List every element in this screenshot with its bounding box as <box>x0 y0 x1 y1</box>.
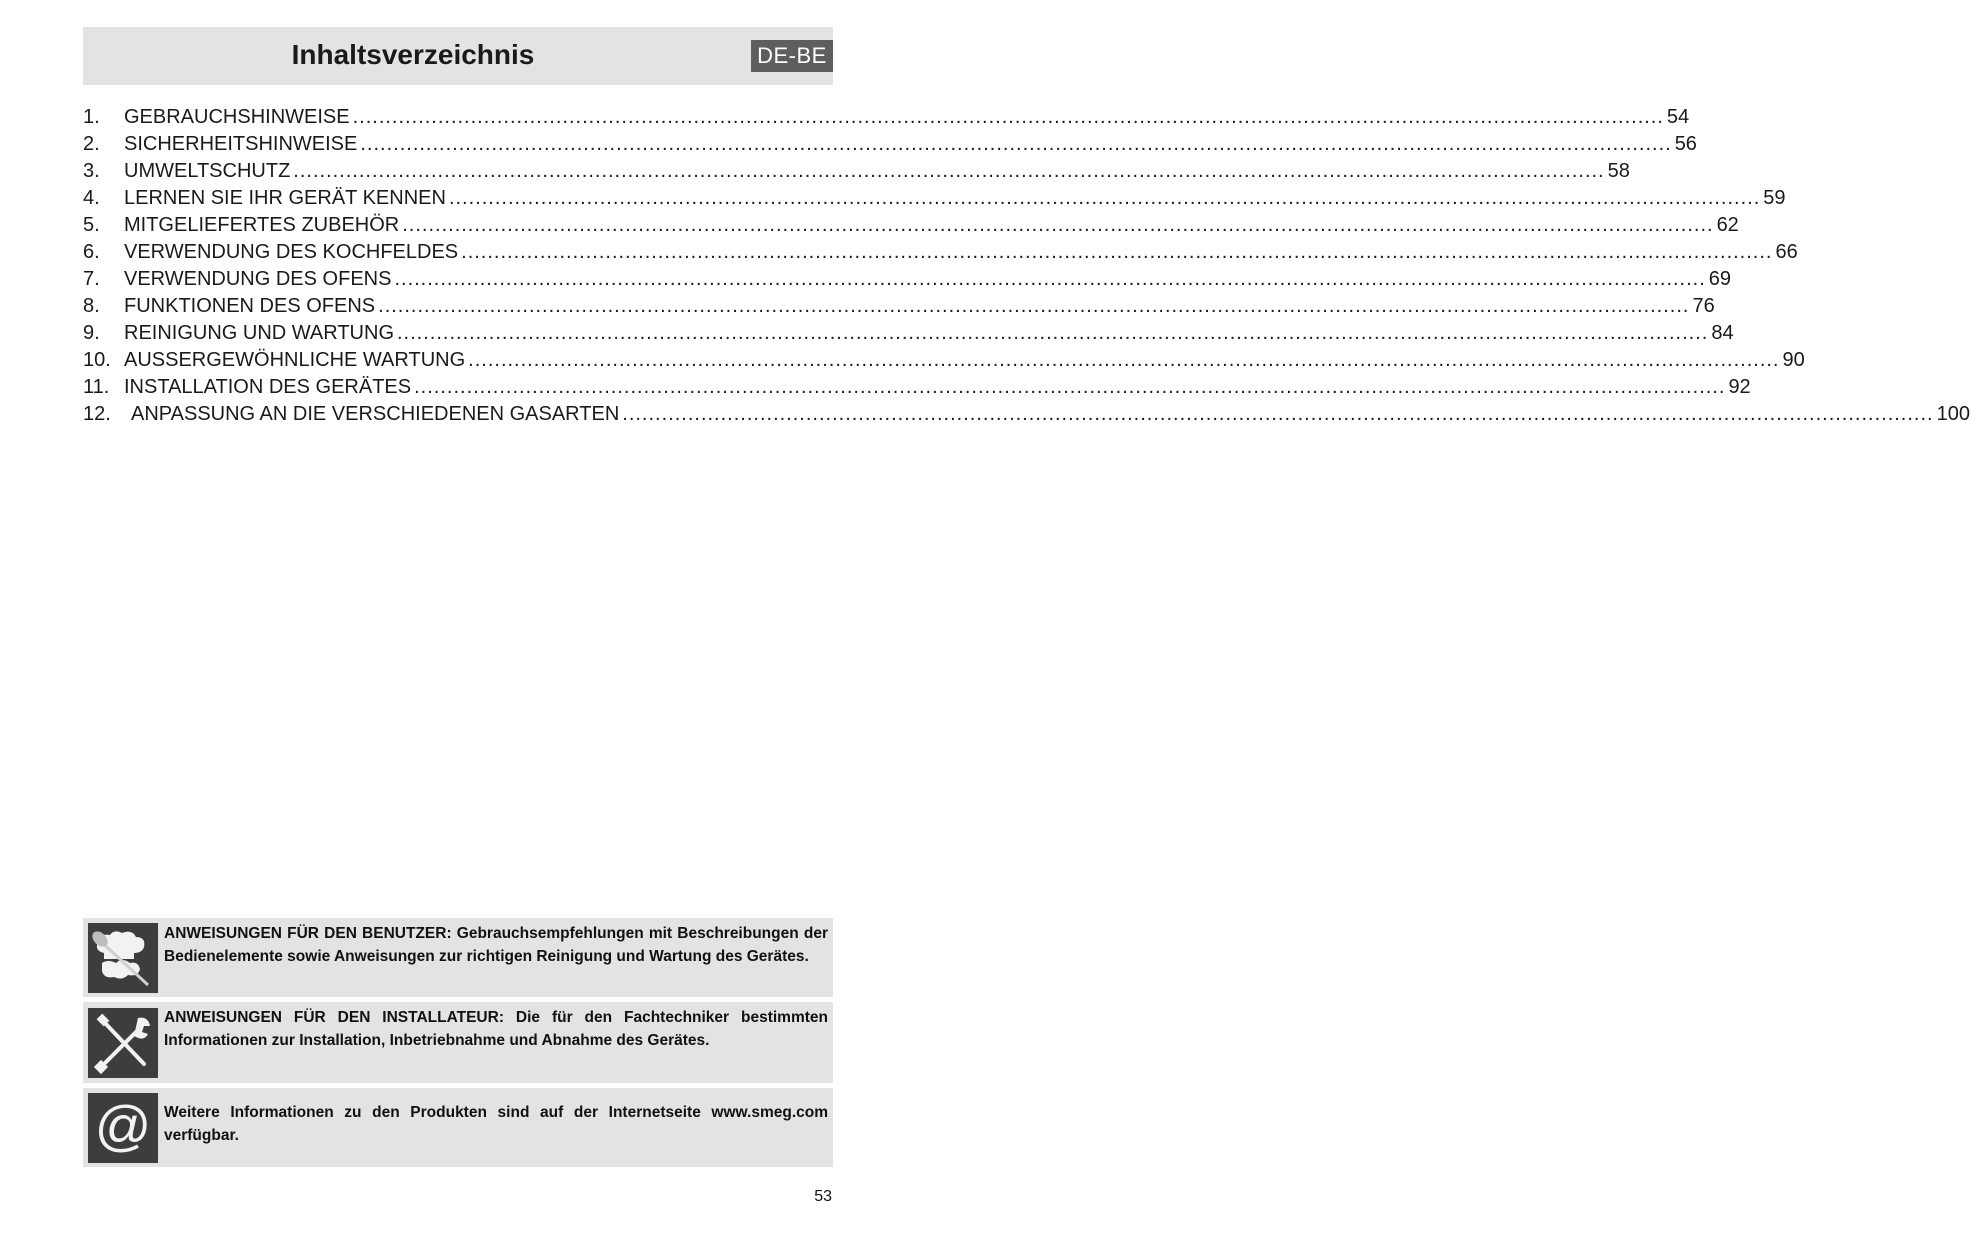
toc-leader: ........................................................................................................................................................................................................ <box>622 403 1934 425</box>
toc-page: 59 <box>1763 187 1786 209</box>
toc-label: REINIGUNG UND WARTUNG <box>124 322 394 344</box>
toc-page: 100 <box>1936 403 1970 425</box>
toc-leader: ........................................................................................................................................................................................................ <box>448 187 1761 209</box>
toc-number: 12. <box>83 403 111 425</box>
page-number: 53 <box>814 1188 832 1205</box>
title-bar <box>83 27 833 85</box>
toc-number: 9. <box>83 322 100 344</box>
toc-label: MITGELIEFERTES ZUBEHÖR <box>124 214 400 236</box>
toc-number: 8. <box>83 295 100 317</box>
page-title: Inhaltsverzeichnis <box>291 39 535 70</box>
toc-entry[interactable] <box>83 131 1697 158</box>
chef-utensils-icon <box>88 923 158 993</box>
table-of-contents <box>83 104 1970 428</box>
toc-entry[interactable] <box>83 293 1715 320</box>
toc-page: 62 <box>1716 214 1739 236</box>
toc-number: 11. <box>83 376 110 398</box>
toc-entry[interactable] <box>83 266 1732 293</box>
toc-entry[interactable] <box>83 185 1786 212</box>
installer-instructions-text <box>164 1006 828 1052</box>
toc-entry[interactable] <box>83 104 1690 131</box>
toc-entry[interactable] <box>83 158 1630 185</box>
toc-label: AUSSERGEWÖHNLICHE WARTUNG <box>124 349 466 371</box>
toc-label: LERNEN SIE IHR GERÄT KENNEN <box>124 187 446 209</box>
toc-page: 66 <box>1775 241 1798 263</box>
web-info-text: Weitere Informationen zu den Produkten sind auf der Internetseite www.smeg.com verfügbar. <box>164 1104 828 1144</box>
toc-number: 5. <box>83 214 100 236</box>
toc-leader: ........................................................................................................................................................................................................ <box>394 268 1706 290</box>
toc-label: FUNKTIONEN DES OFENS <box>124 295 376 317</box>
user-instructions-box <box>83 918 833 997</box>
toc-leader: ........................................................................................................................................................................................................ <box>352 106 1664 128</box>
installer-instructions-box <box>83 1002 833 1083</box>
toc-page: 92 <box>1728 376 1751 398</box>
toc-label: UMWELTSCHUTZ <box>124 160 291 182</box>
toc-number: 2. <box>83 133 100 155</box>
toc-label: ANPASSUNG AN DIE VERSCHIEDENEN GASARTEN <box>131 403 620 425</box>
toc-page: 54 <box>1666 106 1690 128</box>
user-instructions-lead: ANWEISUNGEN FÜR DEN BENUTZER: <box>164 925 452 942</box>
toc-leader: ........................................................................................................................................................................................................ <box>402 214 1714 236</box>
installer-instructions-body: Die für den Fachtechniker bestimmten Informationen zur Installation, Inbetriebnahme und Abnahme des Gerätes. <box>164 1009 828 1049</box>
toc-leader: ........................................................................................................................................................................................................ <box>293 160 1605 182</box>
toc-number: 3. <box>83 160 100 182</box>
svg-text:@: @ <box>94 1094 152 1157</box>
installer-instructions-lead: ANWEISUNGEN FÜR DEN INSTALLATEUR: <box>164 1009 504 1026</box>
toc-label: GEBRAUCHSHINWEISE <box>124 106 350 128</box>
toc-page: 76 <box>1692 295 1715 317</box>
toc-entry[interactable] <box>83 374 1751 401</box>
language-badge: DE-BE <box>751 40 833 72</box>
toc-entry[interactable] <box>83 239 1798 266</box>
toc-page: 56 <box>1674 133 1697 155</box>
toc-entry[interactable] <box>83 347 1805 374</box>
toc-label: INSTALLATION DES GERÄTES <box>124 376 412 398</box>
toc-label: VERWENDUNG DES OFENS <box>124 268 392 290</box>
toc-number: 10. <box>83 349 111 371</box>
toc-label: VERWENDUNG DES KOCHFELDES <box>124 241 459 263</box>
toc-leader: ........................................................................................................................................................................................................ <box>360 133 1672 155</box>
toc-entry[interactable] <box>83 320 1734 347</box>
toc-leader: ........................................................................................................................................................................................................ <box>461 241 1773 263</box>
toc-leader: ........................................................................................................................................................................................................ <box>378 295 1690 317</box>
at-sign-icon <box>88 1093 158 1163</box>
toc-entry[interactable] <box>83 212 1739 239</box>
toc-label: SICHERHEITSHINWEISE <box>124 133 358 155</box>
toc-number: 4. <box>83 187 100 209</box>
user-instructions-text <box>164 922 828 968</box>
toc-number: 7. <box>83 268 100 290</box>
toc-leader: ........................................................................................................................................................................................................ <box>397 322 1709 344</box>
toc-page: 58 <box>1607 160 1630 182</box>
toc-number: 1. <box>83 106 100 128</box>
toc-page: 69 <box>1708 268 1732 290</box>
toc-page: 90 <box>1782 349 1805 371</box>
toc-leader: ........................................................................................................................................................................................................ <box>468 349 1780 371</box>
tools-icon <box>88 1008 158 1078</box>
toc-leader: ........................................................................................................................................................................................................ <box>414 376 1726 398</box>
web-info-box <box>83 1088 833 1167</box>
user-instructions-body: Gebrauchsempfehlungen mit Beschreibungen der Bedienelemente sowie Anweisungen zur richtigen Reinigung und Wartung des Gerätes. <box>164 925 828 965</box>
toc-number: 6. <box>83 241 100 263</box>
toc-page: 84 <box>1711 322 1734 344</box>
toc-entry[interactable] <box>83 401 1970 428</box>
